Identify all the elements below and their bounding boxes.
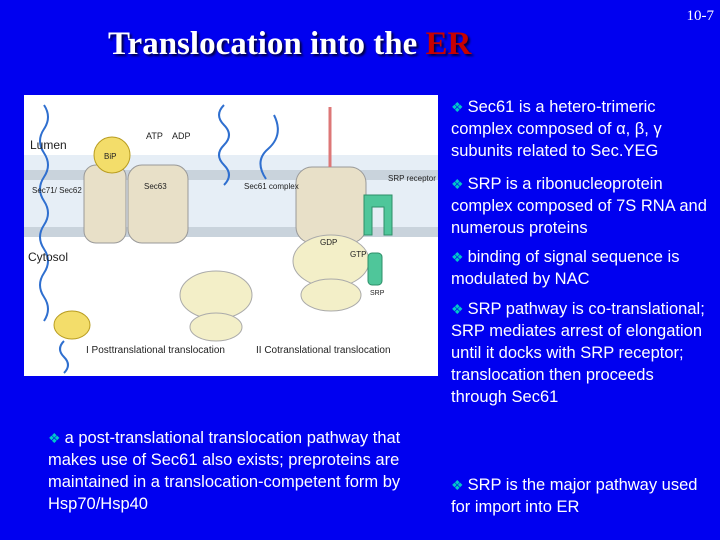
ribosome-small-subunit [301,279,361,311]
diamond-bullet-icon: ❖ [451,477,464,493]
translocation-figure [24,95,438,376]
diamond-bullet-icon: ❖ [451,249,464,265]
gdp-label: GDP [320,238,338,247]
right-bullet-nac: ❖ binding of signal sequence is modulated by NAC [451,248,680,288]
right-bullet-sec61: ❖ Sec61 is a hetero-trimeric complex composed of α, β, γ subunits related to Sec.YEG [451,98,662,160]
diamond-bullet-icon: ❖ [451,99,464,115]
diamond-bullet-icon: ❖ [451,301,464,317]
srp-label: SRP [370,290,385,297]
sec61-complex-label: Sec61 complex [244,182,299,191]
slide-title [108,26,471,63]
diamond-bullet-icon: ❖ [451,176,464,192]
posttranslational-label: I Posttranslational translocation [86,345,225,356]
srp-receptor-label: SRP receptor [388,174,436,183]
cytosol-label: Cytosol [28,250,69,264]
sec63-label: Sec63 [144,182,167,191]
diamond-bullet-icon: ❖ [48,430,61,446]
right-bullet-srp: ❖ SRP is a ribonucleoprotein complex composed of 7S RNA and numerous proteins [451,175,707,237]
slide-number: 10-7 [686,8,714,24]
adp-label: ADP [172,131,191,141]
right-bullet-cotranslational: ❖ SRP pathway is co-translational; SRP mediates arrest of elongation until it docks with SRP receptor; translocation then proceeds through Sec61 [451,300,705,406]
right-bullet-major-pathway: ❖ SRP is the major pathway used for import into ER [451,476,698,516]
bip-label: BiP [104,152,117,161]
gtp-label: GTP [350,250,367,259]
left-bullet-posttranslational: ❖ a post-translational translocation pathway that makes use of Sec61 also exists; preproteins are maintained in a translocation-competent form by Hsp70/Hsp40 [48,429,401,513]
title-main: Translocation into the [108,26,426,62]
sec71-62-label: Sec71/ Sec62 [32,186,82,195]
title-accent: ER [425,26,472,62]
atp-label: ATP [146,131,163,141]
lumen-label: Lumen [30,138,67,152]
cotranslational-label: II Cotranslational translocation [256,345,391,356]
